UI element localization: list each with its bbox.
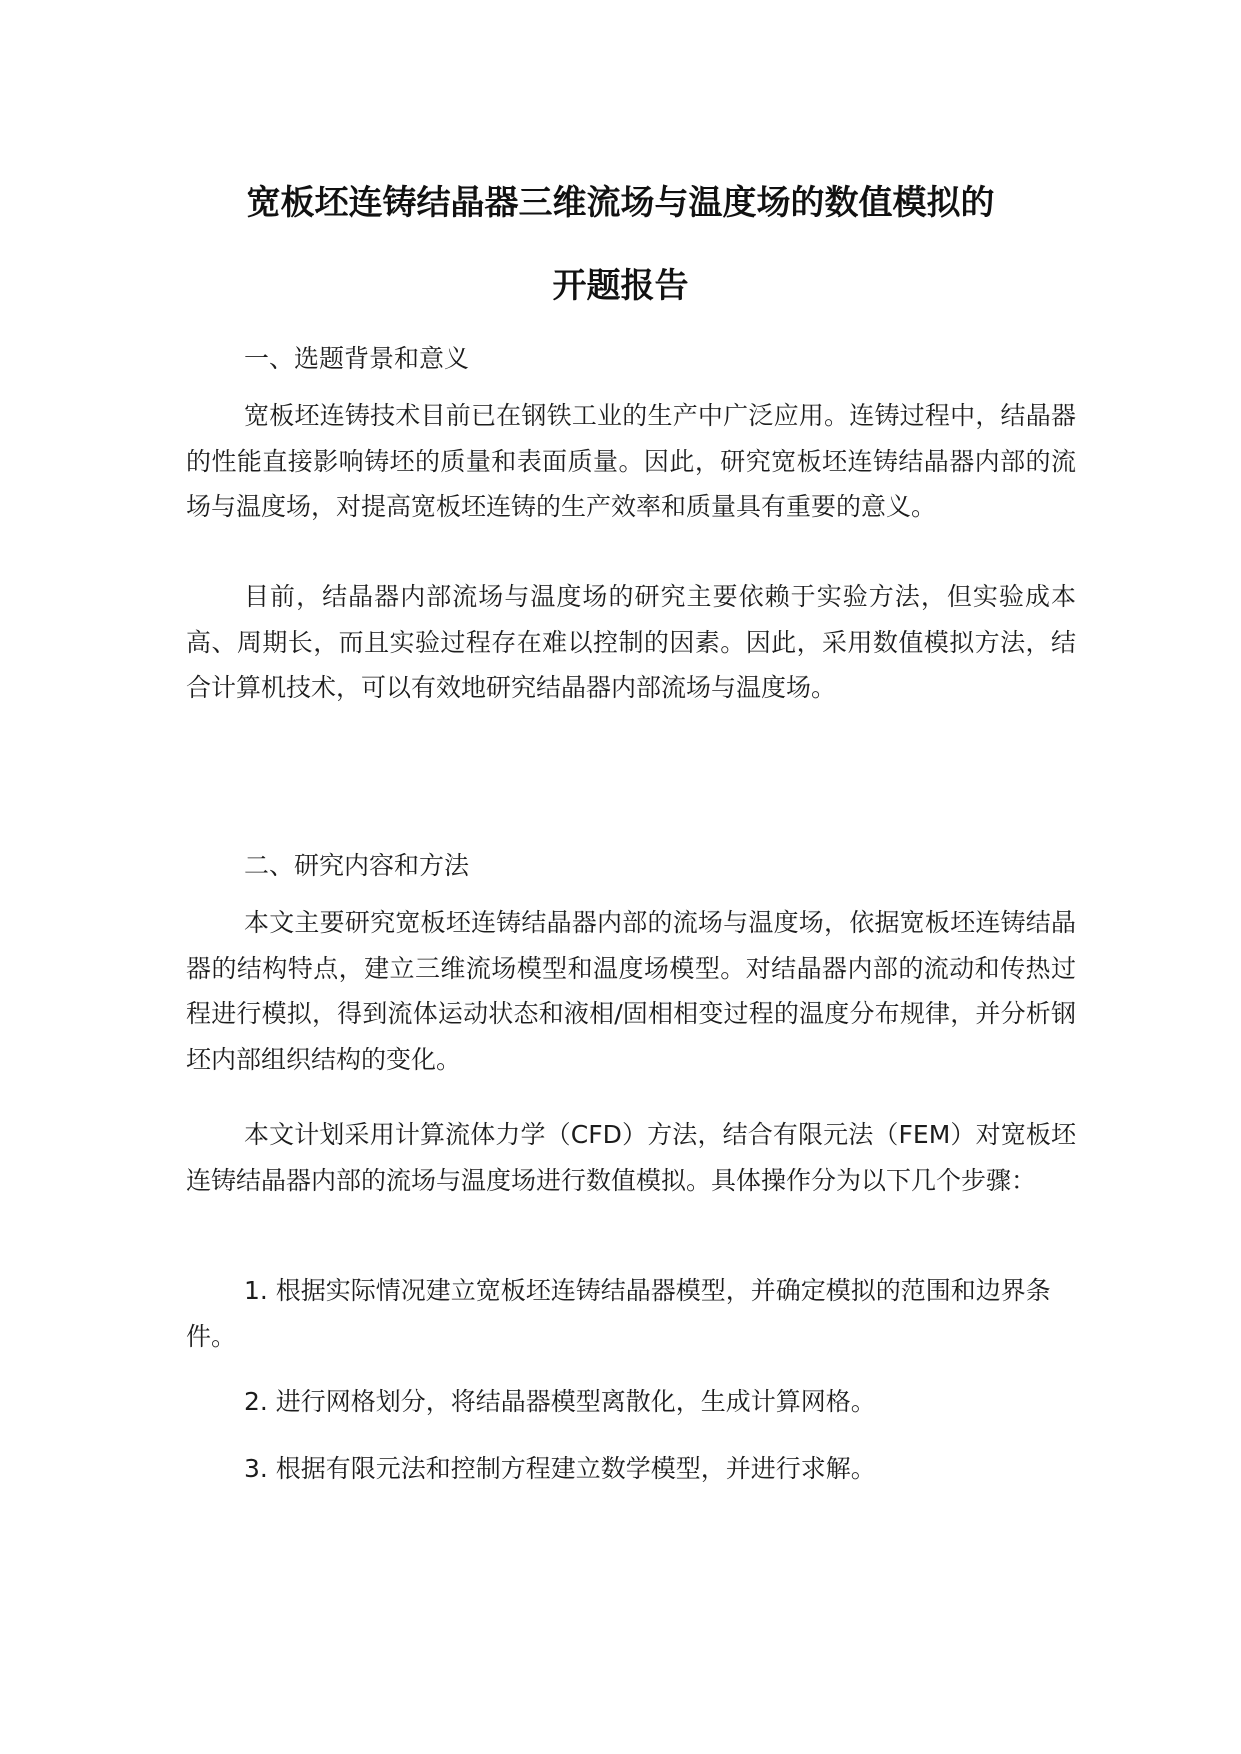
section-1-paragraph-2 <box>186 574 1076 711</box>
section-1-heading: 一、选题背景和意义 <box>244 344 470 373</box>
step-text: 2. 进行网格划分，将结晶器模型离散化，生成计算网格。 <box>244 1387 876 1416</box>
paragraph-text: 宽板坯连铸技术目前已在钢铁工业的生产中广泛应用。连铸过程中，结晶器的性能直接影响铸坯的质量和表面质量。因此，研究宽板坯连铸结晶器内部的流场与温度场，对提高宽板坯连铸的生产效率和质量具有重要的意义。 <box>186 401 1076 521</box>
paragraph-text: 目前，结晶器内部流场与温度场的研究主要依赖于实验方法，但实验成本高、周期长，而且实验过程存在难以控制的因素。因此，采用数值模拟方法，结合计算机技术，可以有效地研究结晶器内部流场与温度场。 <box>186 582 1076 702</box>
step-item-3 <box>186 1446 1076 1492</box>
document-title-line-1: 宽板坯连铸结晶器三维流场与温度场的数值模拟的 <box>246 183 995 223</box>
paragraph-text: 本文主要研究宽板坯连铸结晶器内部的流场与温度场，依据宽板坯连铸结晶器的结构特点，建立三维流场模型和温度场模型。对结晶器内部的流动和传热过程进行模拟，得到流体运动状态和液相/固相相变过程的温度分布规律，并分析钢坯内部组织结构的变化。 <box>186 908 1076 1074</box>
section-1-paragraph-1 <box>186 393 1076 530</box>
step-item-2 <box>186 1379 1076 1425</box>
section-2-paragraph-1 <box>186 900 1076 1082</box>
step-text: 1. 根据实际情况建立宽板坯连铸结晶器模型，并确定模拟的范围和边界条件。 <box>186 1276 1051 1351</box>
section-2-heading: 二、研究内容和方法 <box>244 851 470 880</box>
section-2-paragraph-2 <box>186 1112 1076 1203</box>
step-item-1 <box>186 1268 1076 1359</box>
paragraph-text: 本文计划采用计算流体力学（CFD）方法，结合有限元法（FEM）对宽板坯连铸结晶器内部的流场与温度场进行数值模拟。具体操作分为以下几个步骤： <box>186 1120 1076 1195</box>
document-title-line-2: 开题报告 <box>552 266 689 306</box>
step-text: 3. 根据有限元法和控制方程建立数学模型，并进行求解。 <box>244 1454 876 1483</box>
